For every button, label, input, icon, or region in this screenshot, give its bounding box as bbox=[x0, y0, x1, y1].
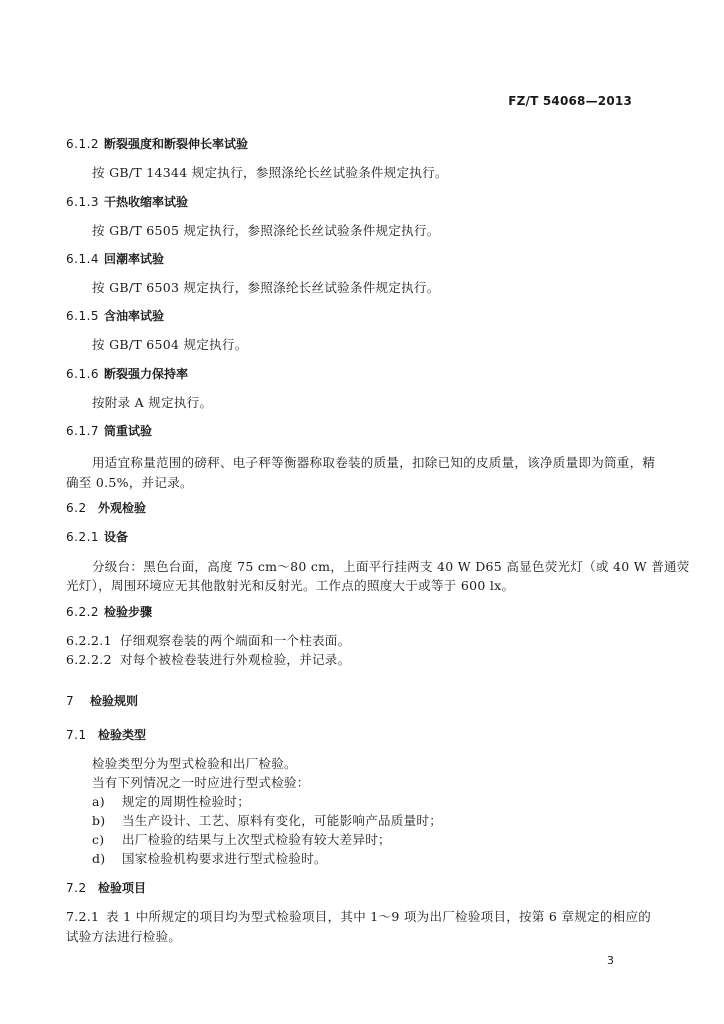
list-item bbox=[92, 794, 250, 810]
section-number: 6.2.2 bbox=[66, 605, 100, 619]
heading-6-1-5 bbox=[66, 308, 164, 324]
step-6-2-2-2 bbox=[66, 652, 350, 668]
section-title: 断裂强力保持率 bbox=[104, 367, 189, 381]
section-title: 含油率试验 bbox=[104, 309, 165, 323]
list-text: 当生产设计、工艺、原料有变化，可能影响产品质量时； bbox=[122, 813, 443, 828]
step-6-2-2-1 bbox=[66, 633, 350, 649]
list-text: 出厂检验的结果与上次型式检验有较大差异时； bbox=[122, 832, 391, 847]
paragraph-line-2: 确至 0.5%，并记录。 bbox=[66, 475, 193, 490]
step-text: 仔细观察卷装的两个端面和一个柱表面。 bbox=[120, 633, 351, 648]
paragraph-line-1: 用适宜称量范围的磅秤、电子秤等衡器称取卷装的质量，扣除已知的皮质量，该净质量即为筒重，精 bbox=[92, 455, 656, 470]
list-tag: a) bbox=[92, 794, 105, 809]
paragraph-text: 表 1 中所规定的项目均为型式检验项目，其中 1～9 项为出厂检验项目，按第 6 章规定的相应的 bbox=[106, 909, 652, 924]
section-title: 回潮率试验 bbox=[104, 252, 165, 266]
paragraph: 按 GB/T 14344 规定执行，参照涤纶长丝试验条件规定执行。 bbox=[92, 165, 448, 180]
paragraph: 按 GB/T 6503 规定执行，参照涤纶长丝试验条件规定执行。 bbox=[92, 280, 440, 295]
list-tag: d) bbox=[92, 851, 106, 866]
section-number: 6.1.3 bbox=[66, 195, 100, 209]
section-title: 检验项目 bbox=[98, 881, 147, 895]
section-number: 6.2.1 bbox=[66, 530, 100, 544]
heading-7 bbox=[66, 693, 138, 709]
section-number: 6.1.5 bbox=[66, 309, 100, 323]
section-title: 筒重试验 bbox=[104, 424, 153, 438]
list-tag: b) bbox=[92, 813, 106, 828]
heading-6-1-4 bbox=[66, 251, 164, 267]
section-number: 6.1.6 bbox=[66, 367, 100, 381]
section-number: 7.1 bbox=[66, 728, 87, 742]
section-number: 7.2 bbox=[66, 881, 87, 895]
chapter-number: 7 bbox=[66, 694, 75, 708]
heading-6-2 bbox=[66, 500, 146, 516]
section-title: 检验步骤 bbox=[104, 605, 153, 619]
section-number: 6.2 bbox=[66, 501, 87, 515]
section-title: 外观检验 bbox=[98, 501, 147, 515]
standard-code: FZ/T 54068—2013 bbox=[508, 94, 632, 108]
paragraph-line-1: 分级台：黑色台面，高度 75 cm～80 cm，上面平行挂两支 40 W D65 高显色荧光灯（或 40 W 普通荧 bbox=[92, 559, 690, 574]
list-item bbox=[92, 851, 327, 867]
step-number: 6.2.2.1 bbox=[66, 633, 112, 648]
paragraph-line-1 bbox=[66, 909, 651, 925]
section-title: 检验类型 bbox=[98, 728, 147, 742]
paragraph-line-2: 试验方法进行检验。 bbox=[66, 929, 182, 944]
paragraph: 当有下列情况之一时应进行型式检验： bbox=[92, 775, 310, 790]
paragraph: 按 GB/T 6505 规定执行，参照涤纶长丝试验条件规定执行。 bbox=[92, 223, 440, 238]
heading-6-1-6 bbox=[66, 366, 188, 382]
paragraph: 按附录 A 规定执行。 bbox=[92, 395, 213, 410]
section-number: 6.1.4 bbox=[66, 252, 100, 266]
list-item bbox=[92, 813, 442, 829]
heading-7-1 bbox=[66, 727, 146, 743]
section-title: 设备 bbox=[104, 530, 129, 544]
heading-6-1-7 bbox=[66, 423, 152, 439]
section-number: 6.1.2 bbox=[66, 137, 100, 151]
heading-6-1-2 bbox=[66, 136, 248, 152]
list-item bbox=[92, 832, 391, 848]
paragraph-line-2: 光灯），周围环境应无其他散射光和反射光。工作点的照度大于或等于 600 lx。 bbox=[66, 578, 515, 593]
page-number: 3 bbox=[607, 954, 614, 967]
section-number: 6.1.7 bbox=[66, 424, 100, 438]
list-text: 国家检验机构要求进行型式检验时。 bbox=[122, 851, 327, 866]
chapter-title: 检验规则 bbox=[90, 694, 139, 708]
section-number: 7.2.1 bbox=[66, 909, 100, 924]
list-text: 规定的周期性检验时； bbox=[122, 794, 251, 809]
paragraph: 按 GB/T 6504 规定执行。 bbox=[92, 337, 248, 352]
heading-6-2-2 bbox=[66, 604, 152, 620]
paragraph: 检验类型分为型式检验和出厂检验。 bbox=[92, 756, 297, 771]
section-title: 断裂强度和断裂伸长率试验 bbox=[104, 137, 249, 151]
step-number: 6.2.2.2 bbox=[66, 652, 112, 667]
heading-6-1-3 bbox=[66, 194, 188, 210]
heading-7-2 bbox=[66, 880, 146, 896]
heading-6-2-1 bbox=[66, 529, 128, 545]
step-text: 对每个被检卷装进行外观检验，并记录。 bbox=[120, 652, 351, 667]
section-title: 干热收缩率试验 bbox=[104, 195, 189, 209]
list-tag: c) bbox=[92, 832, 105, 847]
